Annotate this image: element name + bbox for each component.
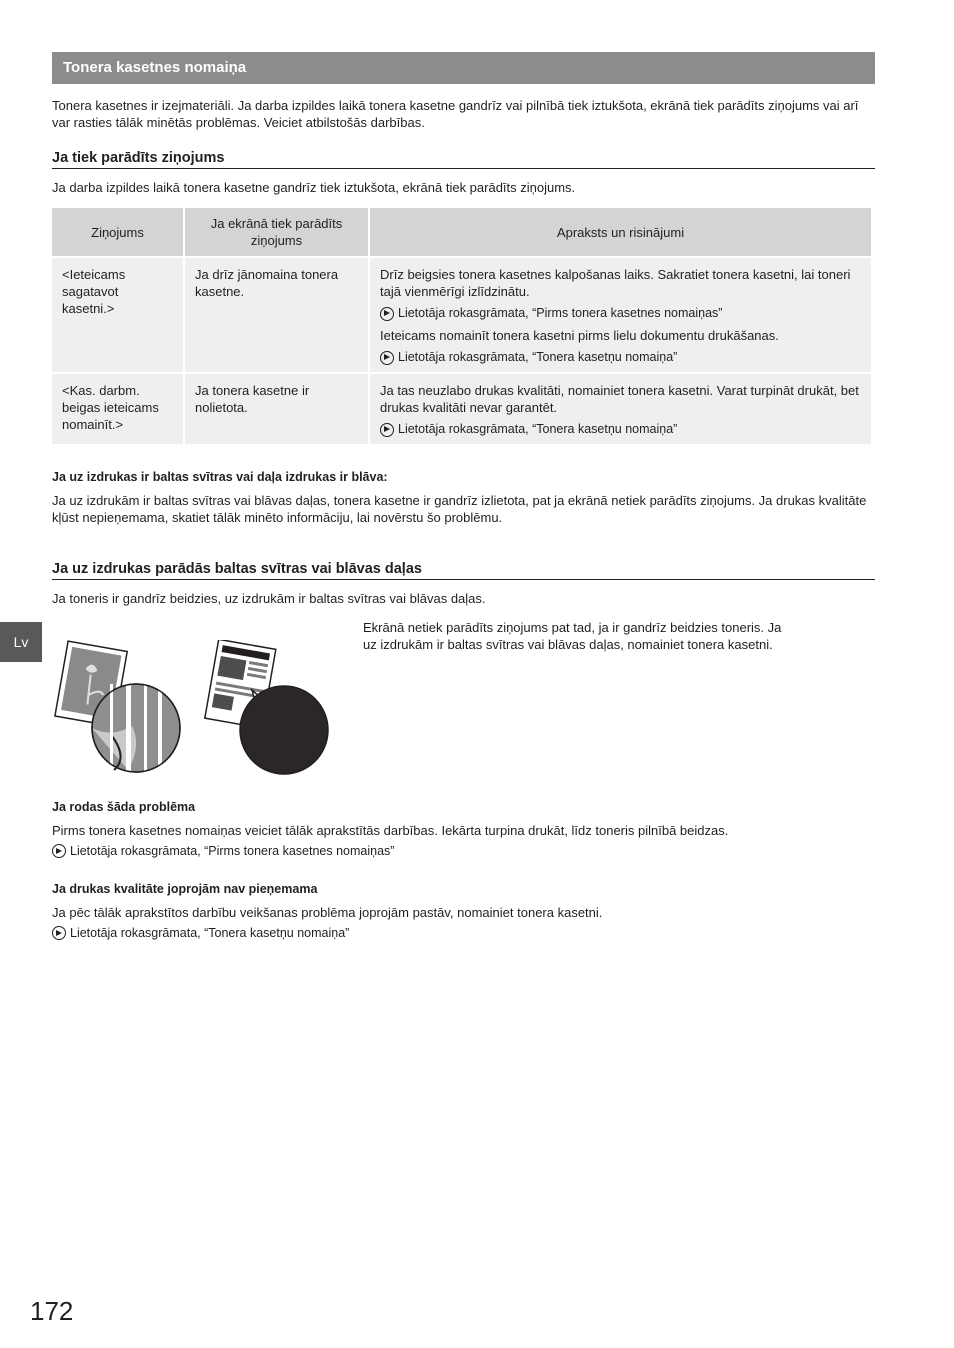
- section-title-banner: [52, 52, 875, 84]
- row1-ref1: [380, 305, 861, 322]
- header-description: Apraksts un risinājumi: [370, 208, 871, 256]
- note-heading: Ja uz izdrukas ir baltas svītras vai daļa izdrukas ir blāva:: [52, 470, 388, 484]
- header-condition: Ja ekrānā tiek parādīts ziņojums: [185, 208, 368, 256]
- quality-text: Ja pēc tālāk aprakstītos darbību veikšanas problēma joprojām pastāv, nomainiet tonera kasetni.: [52, 905, 603, 920]
- table-row: [52, 374, 871, 444]
- streaks-illustration: [52, 640, 332, 778]
- message-intro: Ja darba izpildes laikā tonera kasetne gandrīz tiek iztukšota, ekrānā tiek parādīts ziņojums.: [52, 180, 576, 195]
- row1-desc2: Ieteicams nomainīt tonera kasetni pirms lielu dokumentu drukāšanas.: [380, 328, 779, 343]
- row2-description: [370, 374, 871, 444]
- section-title: Tonera kasetnes nomaiņa: [63, 59, 247, 76]
- row2-ref1: [380, 421, 861, 438]
- quality-heading: Ja drukas kvalitāte joprojām nav pieņemama: [52, 882, 318, 896]
- message-heading: Ja tiek parādīts ziņojums: [52, 150, 875, 169]
- table-row: [52, 258, 871, 372]
- language-tab: Lv: [0, 622, 42, 662]
- header-message: Ziņojums: [52, 208, 183, 256]
- document-print-illustration: [205, 640, 328, 774]
- row1-ref1-text: Lietotāja rokasgrāmata, “Pirms tonera kasetnes nomaiņas”: [398, 306, 723, 320]
- table-header-row: [52, 208, 871, 256]
- row1-description: [370, 258, 871, 372]
- problem-heading: Ja rodas šāda problēma: [52, 800, 196, 814]
- note-text: Ja uz izdrukām ir baltas svītras vai blāvas daļas, tonera kasetne ir gandrīz izlietota, pat ja ekrānā netiek parādīts ziņojums. Ja drukas kvalitāte kļūst nepieņemama, skatiet tālāk minēto informāciju, lai novērstu šo problēmu.: [52, 493, 867, 525]
- quality-ref-text: Lietotāja rokasgrāmata, “Tonera kasetņu nomaiņa”: [70, 926, 350, 940]
- row1-condition: Ja drīz jānomaina tonera kasetne.: [185, 258, 368, 372]
- arrow-circle-icon: [52, 844, 66, 858]
- row2-ref1-text: Lietotāja rokasgrāmata, “Tonera kasetņu nomaiņa”: [398, 422, 678, 436]
- photo-print-illustration: [55, 641, 180, 772]
- streaks-heading: Ja uz izdrukas parādās baltas svītras vai blāvas daļas: [52, 561, 875, 580]
- row1-ref2: [380, 349, 861, 366]
- arrow-circle-icon: [380, 423, 394, 437]
- problem-text: Pirms tonera kasetnes nomaiņas veiciet tālāk aprakstītās darbības. Iekārta turpina drukāt, līdz toneris pilnībā beidzas.: [52, 823, 729, 838]
- intro-paragraph: Tonera kasetnes ir izejmateriāli. Ja darba izpildes laikā tonera kasetne gandrīz vai pilnībā tiek iztukšota, ekrānā tiek parādīts ziņojums vai arī var rasties tālāk minētās problēmas. Veiciet atbilstošās darbības.: [52, 98, 859, 130]
- row2-desc1: Ja tas neuzlabo drukas kvalitāti, nomainiet tonera kasetni. Varat turpināt drukāt, bet drukas kvalitāti nevar garantēt.: [380, 383, 859, 415]
- streaks-intro: Ja toneris ir gandrīz beidzies, uz izdrukām ir baltas svītras vai blāvas daļas.: [52, 591, 486, 606]
- row2-message: <Kas. darbm. beigas ieteicams nomainīt.>: [52, 374, 183, 444]
- message-table: [50, 206, 873, 446]
- row2-condition: Ja tonera kasetne ir nolietota.: [185, 374, 368, 444]
- problem-ref: [52, 844, 394, 858]
- arrow-circle-icon: [380, 351, 394, 365]
- problem-ref-text: Lietotāja rokasgrāmata, “Pirms tonera kasetnes nomaiņas”: [70, 844, 395, 858]
- arrow-circle-icon: [380, 307, 394, 321]
- page-number: 172: [30, 1296, 74, 1326]
- streaks-side-text: Ekrānā netiek parādīts ziņojums pat tad, ja ir gandrīz beidzies toneris. Ja uz izdrukām ir baltas svītras vai blāvas daļas, nomainiet tonera kasetni.: [363, 620, 782, 652]
- quality-ref: [52, 926, 349, 940]
- arrow-circle-icon: [52, 926, 66, 940]
- row1-message: <Ieteicams sagatavot kasetni.>: [52, 258, 183, 372]
- row1-ref2-text: Lietotāja rokasgrāmata, “Tonera kasetņu nomaiņa”: [398, 350, 678, 364]
- row1-desc1: Drīz beigsies tonera kasetnes kalpošanas laiks. Sakratiet tonera kasetni, lai toneri tajā vienmērīgi izlīdzinātu.: [380, 267, 851, 299]
